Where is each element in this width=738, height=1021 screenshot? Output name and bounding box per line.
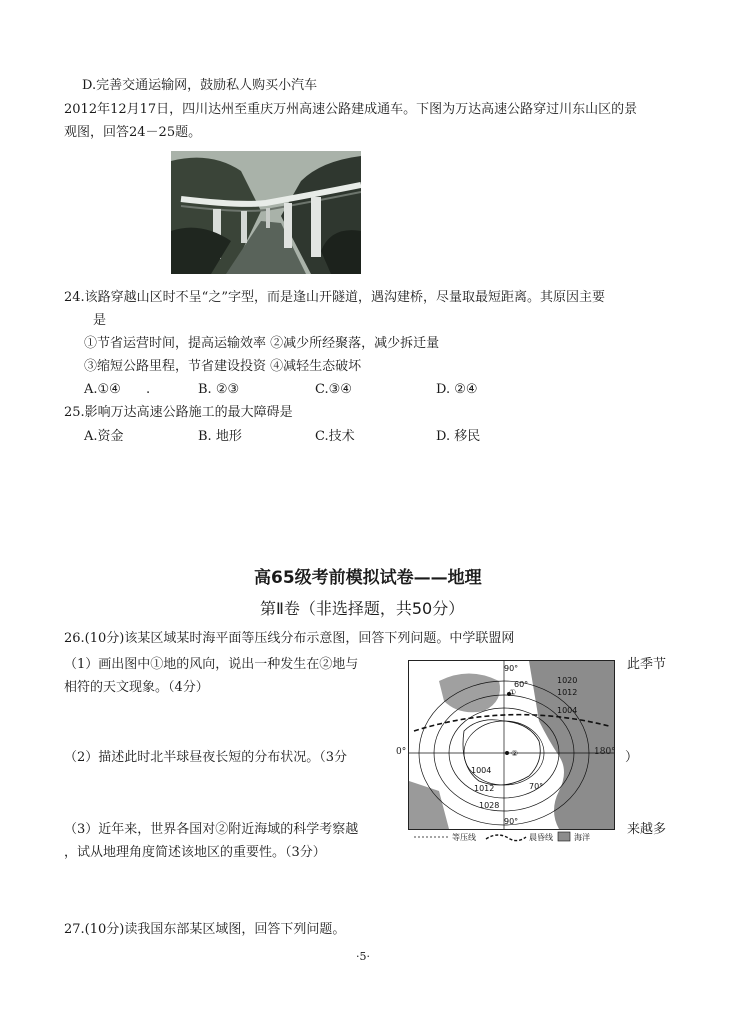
label-1012-left: 1012	[474, 784, 495, 793]
q26-part1-line-2: 相符的天文现象。（4分）	[64, 680, 209, 695]
q26-part2: （2）描述此时北半球昼夜长短的分布状况。（3分	[64, 750, 348, 765]
legend-isobar-label: 等压线	[452, 833, 476, 842]
map-legend	[408, 828, 613, 846]
intro-line-1: 2012年12月17日，四川达州至重庆万州高速公路建成通车。下图为万达高速公路穿过川东山区的景	[64, 102, 638, 117]
label-1004-right: 1004	[557, 706, 578, 715]
section-title: 高65级考前模拟试卷——地理	[254, 568, 482, 588]
label-1004-left: 1004	[471, 766, 492, 775]
label-1028: 1028	[479, 801, 500, 810]
label-lon-90-top: 90°	[504, 664, 519, 673]
label-lon-0: 0°	[396, 747, 407, 757]
q26-stem: 26.(10分)该某区域某时海平面等压线分布示意图，回答下列问题。中学联盟网	[64, 631, 515, 646]
page-number: ·5·	[356, 950, 370, 963]
q26-part1-right: 此季节	[627, 657, 667, 672]
label-lat-70: 70°	[529, 782, 544, 791]
q26-part3-line-2: ，试从地理角度简述该地区的重要性。（3分）	[64, 845, 326, 860]
q24-dot: .	[146, 382, 151, 397]
q25-option-b: B. 地形	[198, 429, 242, 444]
section-subtitle: 第Ⅱ卷（非选择题，共50分）	[260, 599, 465, 618]
q25-option-c: C.技术	[315, 429, 355, 444]
legend-terminator-label: 晨昏线	[529, 833, 553, 842]
q25-option-a: A.资金	[84, 429, 124, 444]
label-1012: 1012	[557, 688, 578, 697]
q23-option-d: D.完善交通运输网，鼓励私人购买小汽车	[82, 78, 318, 93]
q24-items-line-2: ③缩短公路里程，节省建设投资 ④减轻生态破坏	[84, 359, 362, 374]
q25-stem: 25.影响万达高速公路施工的最大障碍是	[64, 405, 293, 420]
label-point-1: ①	[509, 688, 517, 697]
label-lon-180: 180°	[594, 747, 616, 757]
legend-ocean-symbol	[558, 832, 570, 841]
label-point-2: ②	[511, 749, 519, 758]
point-2-marker	[505, 751, 509, 755]
label-1020: 1020	[557, 676, 578, 685]
label-lon-90-bottom: 90°	[504, 817, 519, 826]
label-lat-60: 60°	[514, 680, 529, 689]
q24-option-a: A.①④	[84, 382, 121, 397]
q24-stem-line-2: 是	[93, 313, 107, 328]
q24-option-d: D. ②④	[436, 382, 478, 397]
q27-stem: 27.(10分)读我国东部某区域图，回答下列问题。	[64, 922, 346, 937]
ocean-area-center	[439, 674, 500, 713]
q26-part3-line-1: （3）近年来，世界各国对②附近海域的科学考察越	[64, 822, 359, 837]
legend-ocean-label: 海洋	[574, 833, 590, 842]
q24-items-line-1: ①节省运营时间，提高运输效率 ②减少所经聚落，减少拆迁量	[84, 336, 440, 351]
land-antarctica	[463, 720, 540, 785]
q26-part3-right: 来越多	[627, 822, 667, 837]
q26-part2-right: ）	[625, 750, 639, 765]
intro-line-2: 观图，回答24－25题。	[64, 125, 202, 140]
q24-stem-line-1: 24.该路穿越山区时不呈“之”字型，而是逢山开隧道，遇沟建桥，尽量取最短距离。其原因主要	[64, 290, 605, 305]
isobar-map	[408, 660, 615, 830]
ocean-area-west	[409, 781, 449, 829]
q25-option-d: D. 移民	[436, 429, 481, 444]
legend-terminator-symbol	[486, 835, 526, 841]
highway-bridge-photo	[171, 151, 361, 274]
q24-option-b: B. ②③	[198, 382, 240, 397]
q24-option-c: C.③④	[315, 382, 352, 397]
q26-part1-line-1: （1）画出图中①地的风向，说出一种发生在②地与	[64, 657, 359, 672]
